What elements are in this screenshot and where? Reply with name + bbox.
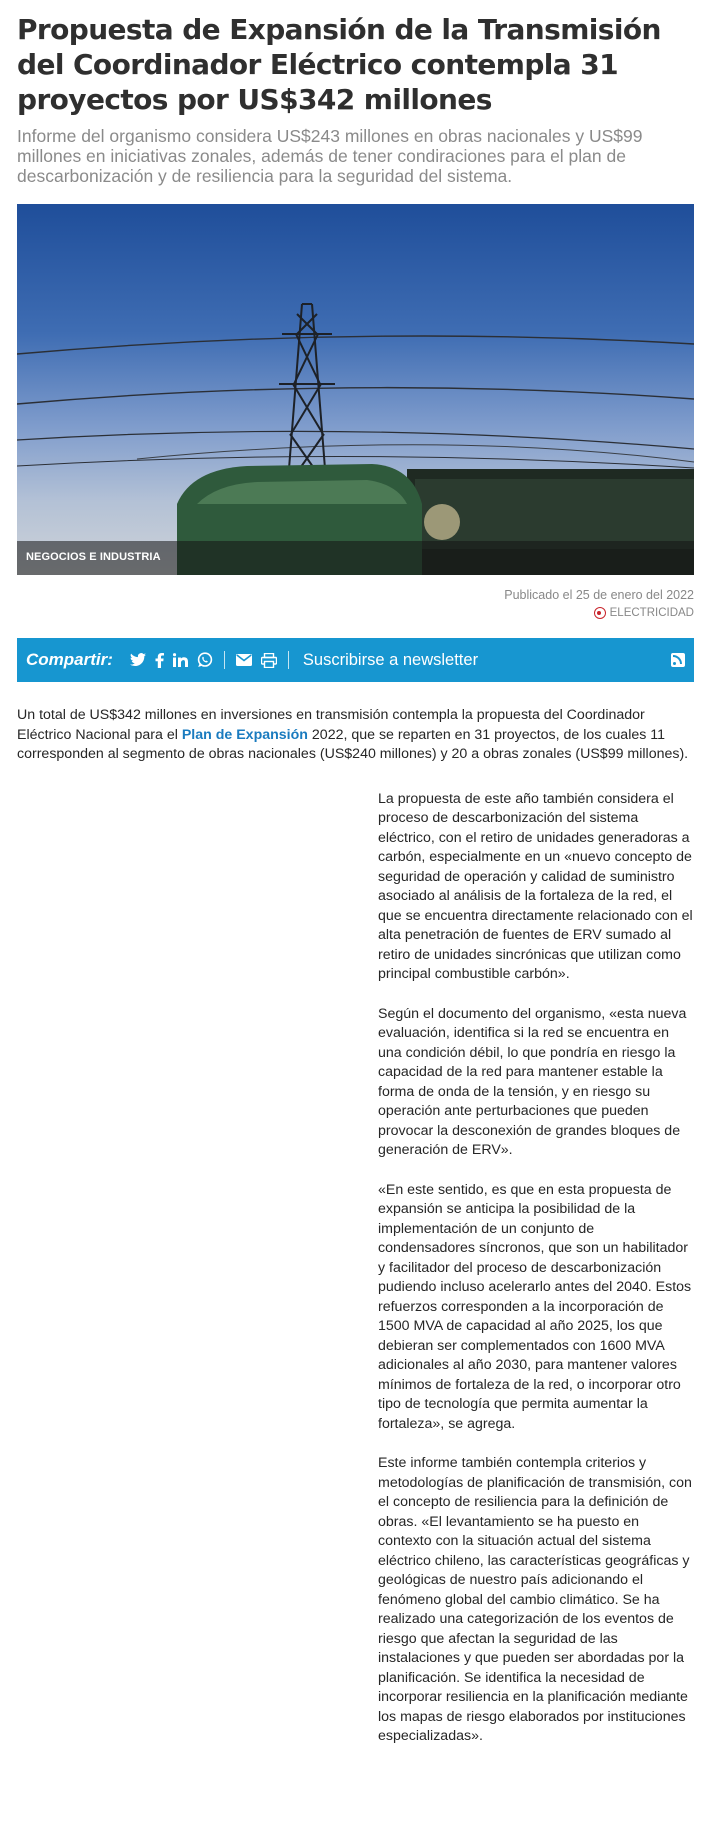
twitter-icon[interactable] — [130, 653, 146, 667]
category-link[interactable] — [594, 605, 694, 621]
lead-text-end: 2022, que se reparten en 31 proyectos, de los cuales 11 corresponden al segmento de obras nacionales (US$240 millones) y 20 a obras zonales (US$99 millones). — [17, 726, 689, 762]
lead-paragraph — [17, 706, 694, 765]
article-body — [17, 706, 694, 1747]
article-headline: Propuesta de Expansión de la Transmisión del Coordinador Eléctrico contempla 31 proyectos por US$342 millones — [17, 13, 661, 116]
linkedin-icon[interactable] — [173, 653, 188, 667]
email-icon[interactable] — [236, 654, 252, 666]
article-meta — [17, 587, 694, 623]
newsletter-link[interactable]: Suscribirse a newsletter — [302, 650, 479, 669]
facebook-icon[interactable] — [155, 653, 164, 668]
hero-image — [17, 204, 694, 575]
hero-tag-label: NEGOCIOS E INDUSTRIA — [26, 551, 161, 563]
body-paragraph: Según el documento del organismo, «esta nueva evaluación, identifica si la red se encuentra en una condición débil, lo que pondría en riesgo la capacidad de la red para mantener estable la forma de onda de la tensión, y en riesgo su operación ante perturbaciones que pueden provocar la desconexión de grandes bloques de generación de ERV». — [378, 1005, 687, 1158]
body-paragraph: «En este sentido, es que en esta propuesta de expansión se anticipa la posibilidad de la implementación de un conjunto de condensadores síncronos, que son un habilitador y facilitador del proceso de descarbonización pudiendo incluso acelerarlo antes del 2040. Estos refuerzos corresponden a la incorporación de 1500 MVA de capacidad al año 2025, los que debieran ser complementados con 1600 MVA adicionales al año 2030, para mantener valores mínimos de fortaleza de la red, o incorporar otro tipo de tecnología que permita aumentar la fortaleza», se agrega. — [378, 1181, 692, 1432]
plan-expansion-link[interactable]: Plan de Expansión — [181, 726, 308, 743]
body-paragraph: La propuesta de este año también considera el proceso de descarbonización del sistema eléctrico, con el retiro de unidades generadoras a carbón, especialmente en un «nuevo concepto de seguridad de operación y calidad de suministro asociado al análisis de la fortaleza de la red, el que se encuentra directamente relacionado con el alta penetración de fuentes de ERV sumado al retiro de unidades sincrónicas que utilizan como principal combustible carbón». — [378, 790, 693, 982]
share-separator — [288, 651, 289, 669]
hero-category-tag[interactable] — [17, 541, 694, 575]
publish-date: Publicado el 25 de enero del 2022 — [504, 588, 694, 602]
article-subtitle: Informe del organismo considera US$243 millones en obras nacionales y US$99 millones en iniciativas zonales, además de tener condiraciones para el plan de descarbonización y de resiliencia para la seguridad del sistema. — [17, 126, 643, 186]
share-bar — [17, 638, 694, 682]
share-separator — [224, 651, 225, 669]
article — [17, 0, 694, 1800]
rss-icon[interactable] — [671, 653, 685, 667]
power-tower-photo — [17, 204, 694, 575]
whatsapp-icon[interactable] — [197, 652, 213, 668]
content-spacer — [17, 790, 378, 1800]
body-paragraph: Este informe también contempla criterios y metodologías de planificación de transmisión, con el concepto de resiliencia para la definición de obras. «El levantamiento se ha puesto en contexto con la situación actual del sistema eléctrico chileno, las características geográficas y geológicas de nuestro país adicionando el fenómeno global del cambio climático. Se ha realizado una categorización de los eventos de riesgo que afectan la seguridad de las instalaciones y que pueden ser abordadas por la planificación. Se identifica la necesidad de incorporar resiliencia en la planificación mediante los mapas de riesgo elaborados por instituciones especializadas». — [378, 1455, 692, 1744]
category-label: ELECTRICIDAD — [609, 607, 694, 619]
electricidad-category-icon — [594, 607, 606, 619]
share-icons — [130, 651, 291, 669]
lead-text-start: Un total de US$342 millones en inversiones en transmisión contempla la propuesta del Coordinador Eléctrico Nacional para el — [17, 707, 645, 743]
share-label: Compartir: — [26, 650, 113, 669]
print-icon[interactable] — [261, 653, 277, 668]
